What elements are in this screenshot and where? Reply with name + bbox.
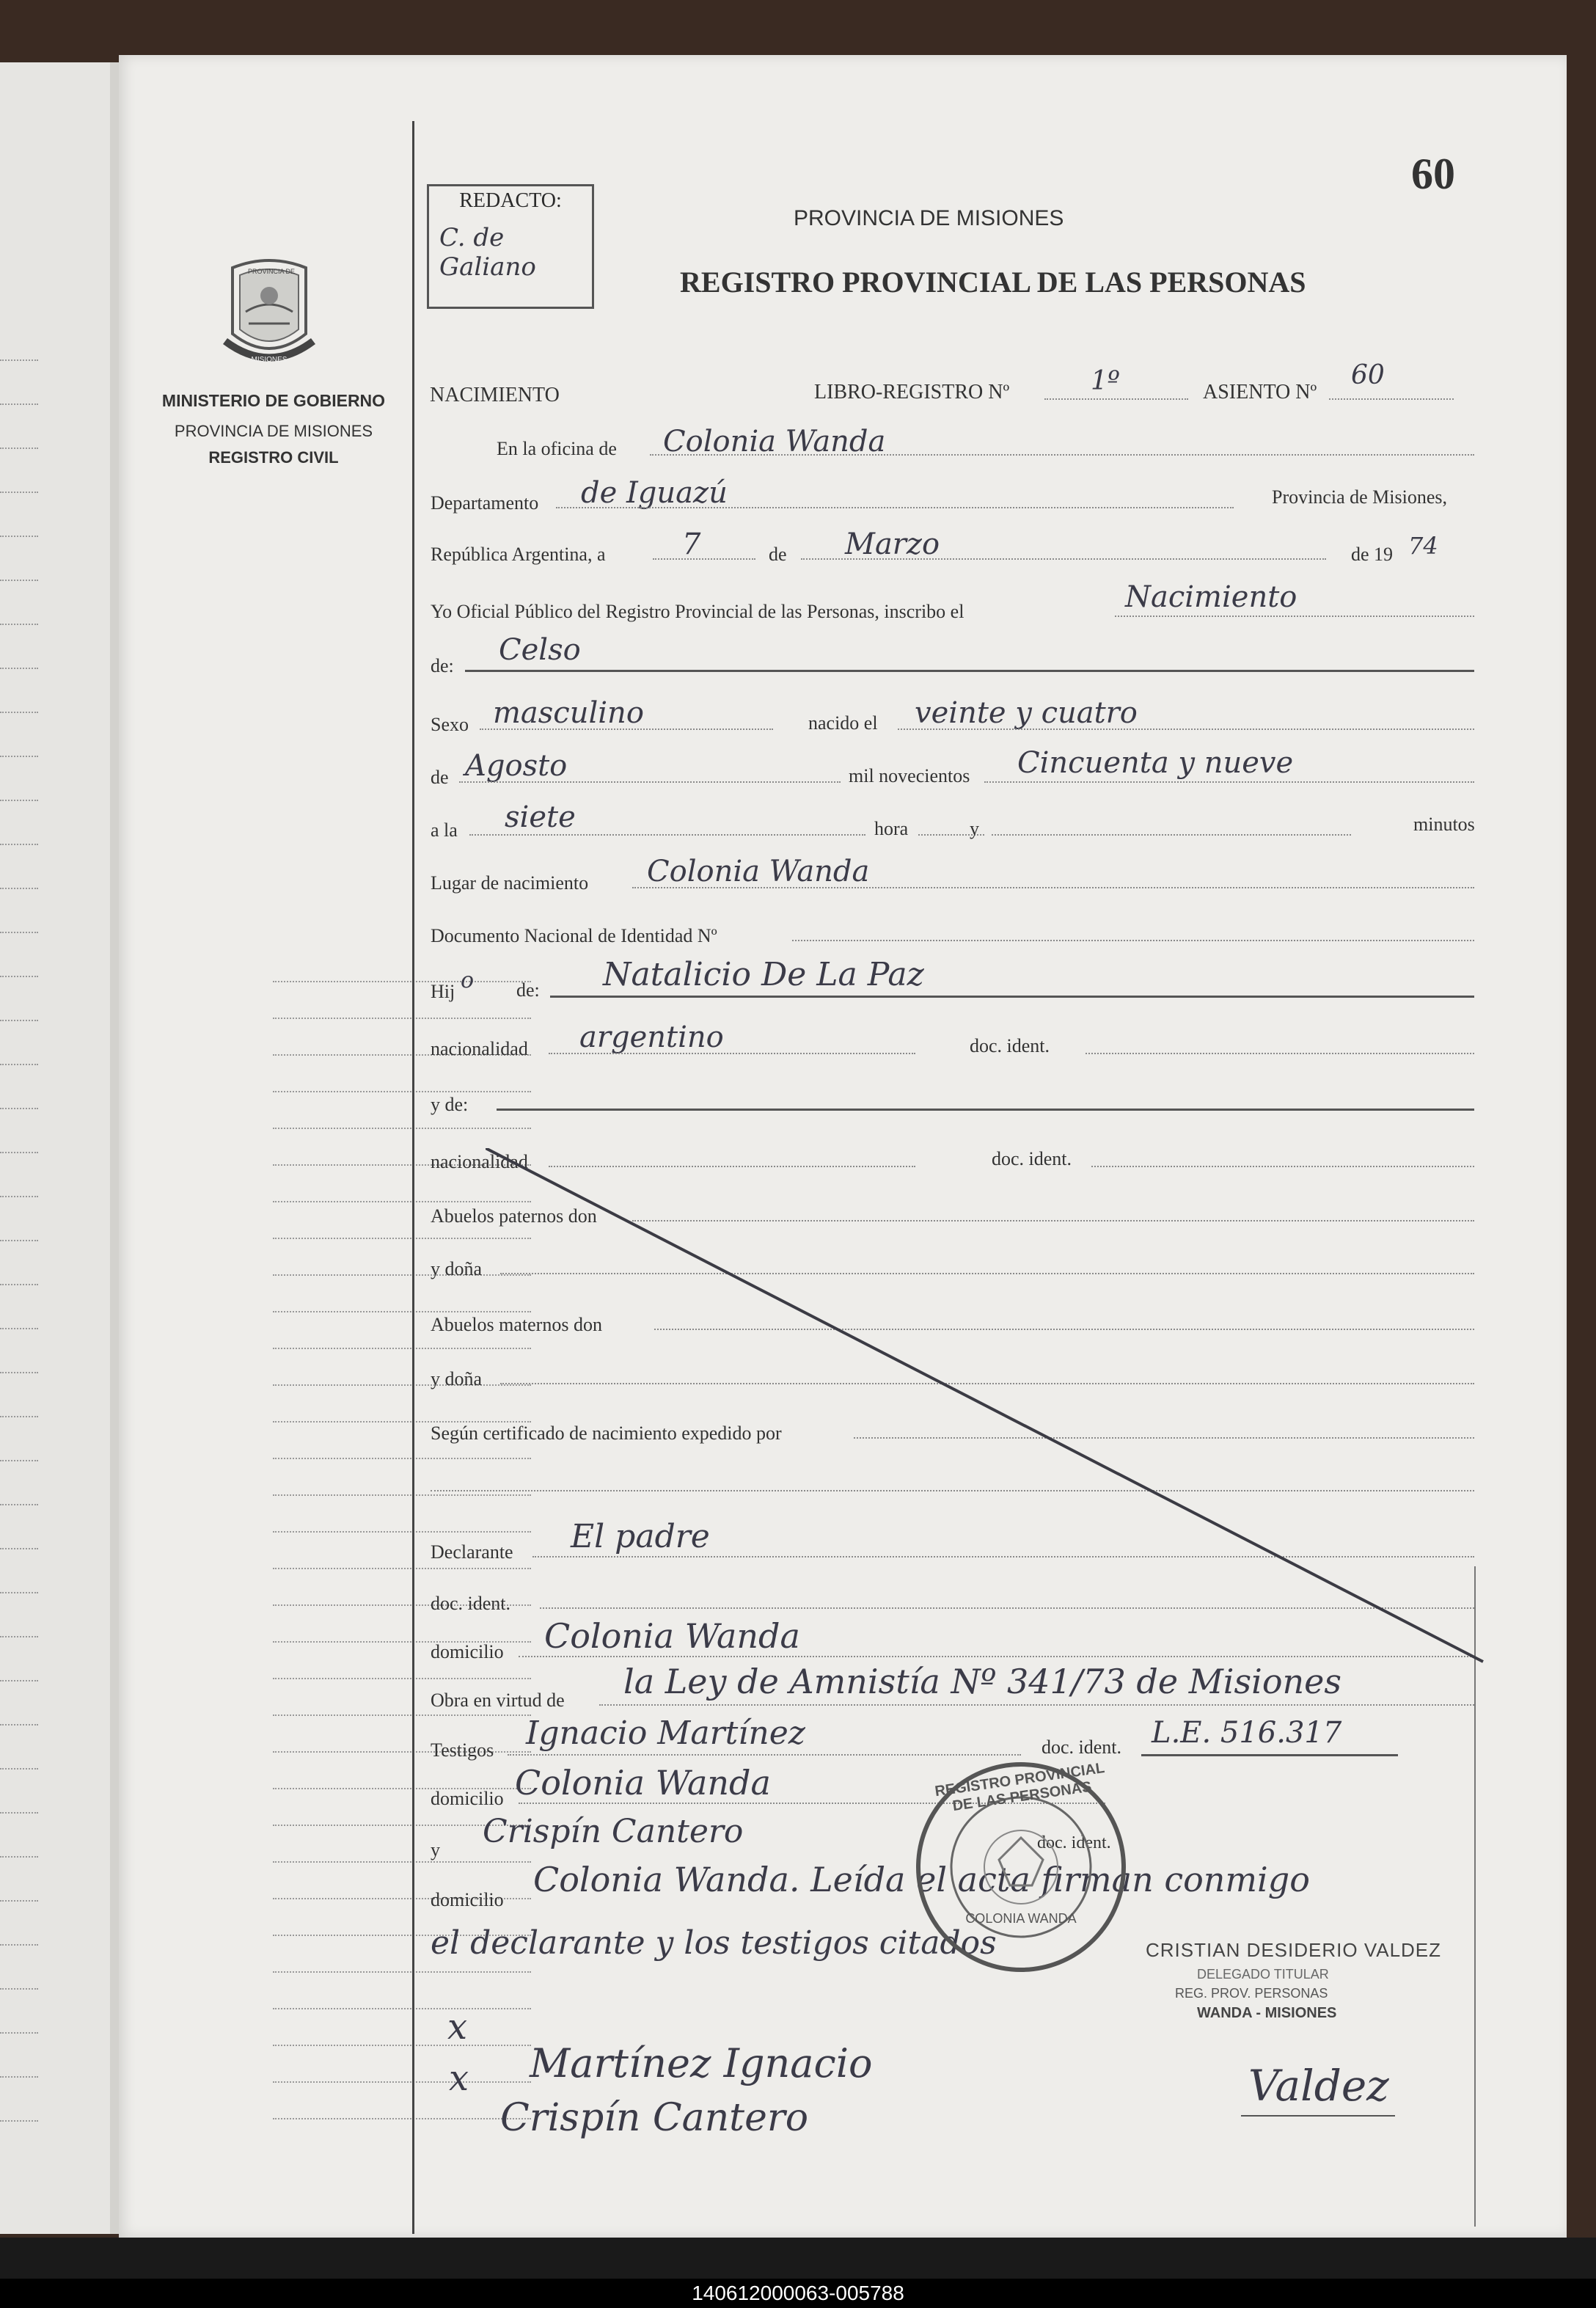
mil-label: mil novecientos	[849, 765, 970, 786]
docident4-label: doc. ident.	[1042, 1737, 1122, 1758]
lugar-value: Colonia Wanda	[647, 855, 870, 888]
cancel-diagonal-line	[486, 1148, 1512, 1676]
father-line	[550, 996, 1474, 998]
inscribo-value: Nacimiento	[1125, 580, 1297, 614]
month-value: Marzo	[845, 527, 940, 561]
nacionalidad-label: nacionalidad	[431, 1038, 528, 1059]
documento-line	[792, 940, 1474, 941]
minutos-line	[992, 834, 1351, 836]
registry-title: REGISTRO PROVINCIAL DE LAS PERSONAS	[680, 266, 1306, 299]
birth-month-value: Agosto	[465, 749, 568, 783]
libro-line	[1044, 398, 1188, 400]
domicilio2-value: Colonia Wanda	[515, 1763, 771, 1803]
mark-2: x	[449, 2058, 469, 2099]
register-page	[119, 55, 1567, 2238]
margin-line	[273, 2045, 531, 2046]
ministry-province: PROVINCIA DE MISIONES	[174, 422, 373, 440]
nacido-label: nacido el	[808, 712, 878, 734]
left-page-line	[0, 403, 38, 405]
oficina-value: Colonia Wanda	[663, 425, 886, 459]
year-label: de 19	[1351, 544, 1394, 565]
left-page-line	[0, 1108, 38, 1109]
asiento-line	[1329, 398, 1454, 400]
provincia-label: Provincia de Misiones,	[1272, 486, 1448, 508]
left-page-line	[0, 1944, 38, 1946]
domicilio1-label: domicilio	[431, 1641, 504, 1662]
obra-value: la Ley de Amnistía Nº 341/73 de Misiones	[623, 1662, 1341, 1701]
testigos-label: Testigos	[431, 1739, 494, 1761]
birth-month-de-label: de	[431, 767, 449, 788]
lugar-label: Lugar de nacimiento	[431, 872, 589, 894]
nacionalidad-line	[549, 1053, 915, 1054]
page-number: 60	[1411, 150, 1455, 198]
seal-top-text: PROVINCIA DE	[247, 268, 295, 275]
margin-line	[273, 2118, 531, 2119]
margin-line	[273, 981, 531, 982]
docident-label: doc. ident.	[970, 1035, 1050, 1056]
left-page-edge	[0, 62, 110, 2234]
libro-label: LIBRO-REGISTRO Nº	[814, 381, 1010, 403]
margin-line	[273, 1128, 531, 1129]
testigo1-doc-line	[1141, 1754, 1398, 1756]
testigo2-value: Crispín Cantero	[483, 1813, 744, 1850]
certificado-label: Según certificado de nacimiento expedido por	[431, 1423, 782, 1444]
year-value: 74	[1408, 532, 1438, 560]
sexo-label: Sexo	[431, 714, 469, 735]
libro-value: 1º	[1091, 366, 1120, 396]
margin-line	[273, 1678, 531, 1679]
left-page-line	[0, 1240, 38, 1241]
left-page-line	[0, 1372, 38, 1373]
birth-year-line	[984, 781, 1474, 783]
left-page-line	[0, 1680, 38, 1681]
margin-line	[273, 1018, 531, 1019]
left-page-line	[0, 1152, 38, 1153]
round-stamp-ring: REGISTRO PROVINCIAL DE LAS PERSONAS	[934, 1759, 1106, 1815]
mother-line	[497, 1109, 1474, 1111]
mark-1: x	[447, 2006, 468, 2048]
obra-label: Obra en virtud de	[431, 1690, 565, 1711]
birth-year-value: Cincuenta y nueve	[1017, 746, 1294, 780]
official-signature: Valdez	[1248, 2061, 1389, 2111]
nacido-line	[898, 728, 1474, 730]
name-value: Celso	[499, 633, 581, 667]
ministry-title: MINISTERIO DE GOBIERNO	[161, 391, 386, 410]
asiento-value: 60	[1351, 360, 1385, 390]
left-page-line	[0, 448, 38, 449]
left-page-line	[0, 844, 38, 845]
domicilio2-label: domicilio	[431, 1788, 504, 1809]
docident5-label: doc. ident.	[1037, 1833, 1111, 1852]
left-page-line	[0, 580, 38, 581]
sexo-value: masculino	[493, 696, 644, 730]
left-page-line	[0, 1020, 38, 1021]
republica-label: República Argentina, a	[431, 544, 606, 565]
record-type: NACIMIENTO	[430, 384, 560, 406]
ydona1-label: y doña	[431, 1258, 483, 1279]
hora-line	[469, 834, 865, 836]
hora-label: hora	[874, 818, 909, 839]
left-page-line	[0, 1504, 38, 1505]
left-page-line	[0, 800, 38, 801]
ala-label: a la	[431, 819, 458, 841]
scan-bottom-edge	[0, 2238, 1596, 2279]
left-page-line	[0, 1988, 38, 1990]
birth-month-line	[459, 781, 841, 783]
sexo-line	[480, 728, 773, 730]
left-page-line	[0, 668, 38, 669]
left-page-line	[0, 2076, 38, 2078]
left-page-line	[0, 1812, 38, 1814]
hijo-de-label: de:	[516, 979, 540, 1001]
declarante-label: Declarante	[431, 1541, 513, 1563]
left-page-line	[0, 1856, 38, 1858]
left-page-line	[0, 1592, 38, 1593]
nacionalidad-value: argentino	[579, 1020, 724, 1054]
form-left-rule	[412, 121, 414, 2234]
margin-line	[273, 1714, 531, 1716]
hijo-suffix: o	[461, 968, 475, 993]
documento-label: Documento Nacional de Identidad Nº	[431, 925, 717, 946]
left-page-line	[0, 2120, 38, 2122]
name-de-label: de:	[431, 655, 454, 676]
obra-line	[599, 1704, 1474, 1706]
left-page-line	[0, 1724, 38, 1725]
left-page-line	[0, 1328, 38, 1329]
margin-line	[273, 1861, 531, 1863]
book-gutter	[110, 62, 119, 2234]
lugar-line	[632, 887, 1474, 888]
province-heading: PROVINCIA DE MISIONES	[794, 206, 1064, 230]
round-stamp-inner: COLONIA WANDA	[965, 1911, 1077, 1926]
official-signature-line	[1241, 2115, 1395, 2117]
closing-line-2: el declarante y los testigos citados	[431, 1924, 997, 1962]
margin-line	[273, 1091, 531, 1092]
month-line	[801, 558, 1326, 560]
docident3-label: doc. ident.	[431, 1593, 511, 1614]
margin-line	[273, 2081, 531, 2083]
asiento-label: ASIENTO Nº	[1203, 381, 1317, 403]
left-page-line	[0, 756, 38, 757]
left-page-line	[0, 624, 38, 625]
redacto-box	[427, 184, 594, 309]
yde-label: y de:	[431, 1094, 469, 1115]
left-page-line	[0, 2032, 38, 2034]
left-page-line	[0, 1284, 38, 1285]
docident2-label: doc. ident.	[992, 1148, 1072, 1169]
seal-bottom-text: MISIONES	[251, 356, 288, 364]
departamento-label: Departamento	[431, 492, 539, 514]
left-page-line	[0, 536, 38, 537]
abuelos-mat-label: Abuelos maternos don	[431, 1314, 602, 1335]
ydona2-label: y doña	[431, 1368, 483, 1389]
y2-label: y	[431, 1839, 440, 1860]
father-value: Natalicio De La Paz	[603, 956, 924, 993]
oficina-label: En la oficina de	[497, 438, 617, 459]
day-line	[653, 558, 755, 560]
declarante-value: El padre	[571, 1518, 710, 1555]
closing-line-1: Colonia Wanda. Leída el acta firman conmigo	[533, 1860, 1310, 1899]
hora-value: siete	[505, 800, 576, 834]
redacto-signature: C. de Galiano	[439, 223, 536, 282]
left-page-line	[0, 1768, 38, 1770]
left-page-line	[0, 492, 38, 493]
official-place: WANDA - MISIONES	[1197, 2005, 1337, 2021]
left-page-line	[0, 1064, 38, 1065]
testigo1-line	[508, 1754, 1021, 1756]
official-name: CRISTIAN DESIDERIO VALDEZ	[1146, 1939, 1442, 1961]
testigo1-doc: L.E. 516.317	[1152, 1716, 1342, 1750]
departamento-value: de Iguazú	[581, 476, 728, 510]
oficina-line	[650, 454, 1474, 456]
inscribo-line	[1115, 616, 1474, 617]
left-page-line	[0, 1636, 38, 1637]
image-id-text: 140612000063-005788	[692, 2282, 904, 2304]
departamento-line	[556, 507, 1234, 508]
ministry-registro: REGISTRO CIVIL	[208, 448, 339, 467]
left-page-line	[0, 359, 38, 361]
de-label: de	[769, 544, 787, 565]
left-page-line	[0, 712, 38, 713]
docident-line	[1086, 1053, 1474, 1054]
image-id-bar	[0, 2279, 1596, 2308]
signature-line-1: Martínez Ignacio	[530, 2040, 873, 2086]
nacionalidad2-label: nacionalidad	[431, 1151, 528, 1172]
official-office: REG. PROV. PERSONAS	[1175, 1986, 1328, 2001]
domicilio3-label: domicilio	[431, 1889, 504, 1910]
hijo-label: Hij	[431, 981, 455, 1002]
left-page-line	[0, 1196, 38, 1197]
official-title: DELEGADO TITULAR	[1197, 1967, 1329, 1982]
abuelos-pat-label: Abuelos paternos don	[431, 1205, 597, 1227]
left-page-line	[0, 1900, 38, 1902]
minutos-label: minutos	[1413, 814, 1475, 835]
left-page-line	[0, 976, 38, 977]
left-page-line	[0, 1416, 38, 1417]
day-value: 7	[682, 527, 701, 561]
oficial-text: Yo Oficial Público del Registro Provincial de las Personas, inscribo el	[431, 601, 964, 622]
nacido-value: veinte y cuatro	[915, 696, 1138, 730]
redacto-label: REDACTO:	[459, 189, 562, 212]
name-line	[465, 670, 1474, 672]
left-page-line	[0, 1548, 38, 1549]
testigo1-value: Ignacio Martínez	[526, 1714, 805, 1752]
y-label: y	[970, 818, 979, 839]
domicilio1-value: Colonia Wanda	[544, 1616, 800, 1656]
margin-line	[273, 2008, 531, 2009]
margin-line	[273, 1971, 531, 1973]
left-page-line	[0, 1460, 38, 1461]
left-page-line	[0, 888, 38, 889]
signature-line-2: Crispín Cantero	[500, 2096, 809, 2140]
left-page-line	[0, 932, 38, 933]
